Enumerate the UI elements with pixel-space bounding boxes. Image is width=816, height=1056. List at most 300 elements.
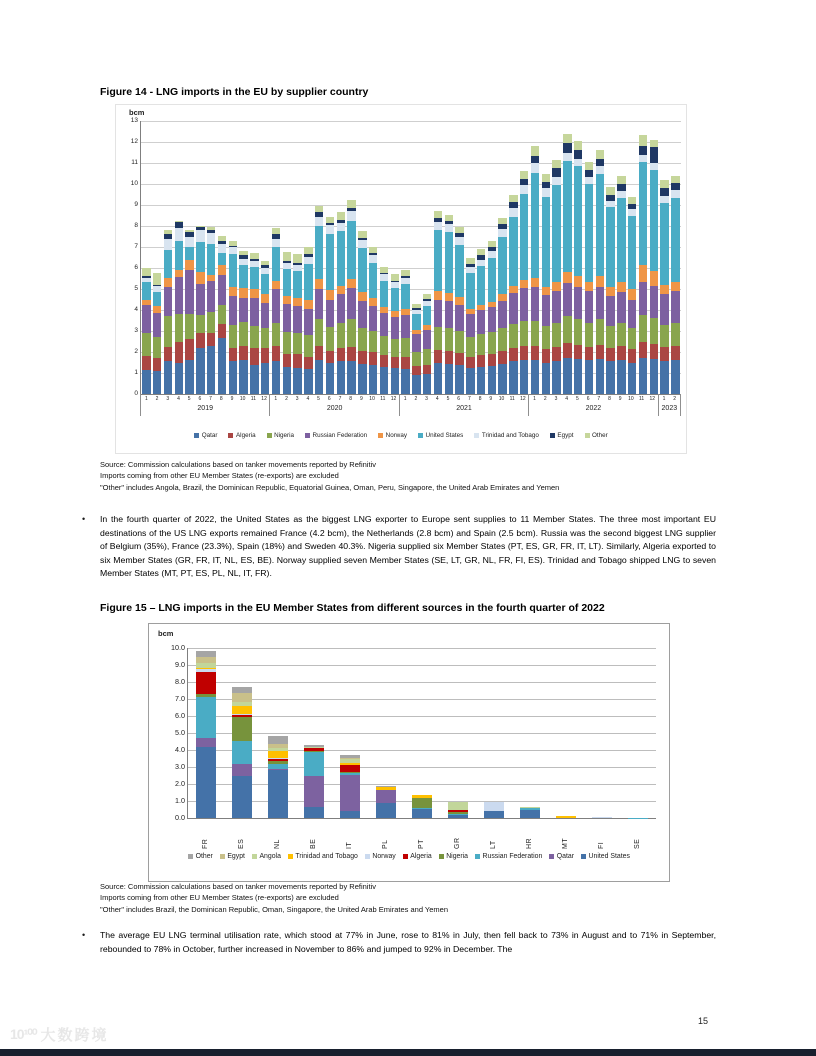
segment-nigeria — [466, 337, 474, 357]
year-label: 2020 — [326, 405, 343, 412]
legend-swatch — [403, 854, 408, 859]
page-number: 15 — [698, 1016, 709, 1026]
segment-algeria — [412, 366, 420, 375]
segment-united-states — [185, 247, 193, 260]
segment-nigeria — [498, 328, 506, 351]
y-tick-label: 6 — [134, 264, 138, 271]
bars-row — [188, 648, 656, 818]
bar-slot — [508, 121, 519, 394]
month-tick-label: 5 — [575, 396, 579, 402]
segment-nigeria — [358, 328, 366, 351]
year-label: 2023 — [661, 405, 678, 412]
bar-slot — [152, 121, 163, 394]
segment-qatar — [466, 368, 474, 394]
segment-norway — [293, 298, 301, 305]
segment-russian-federation — [466, 314, 474, 337]
segment-other — [520, 171, 528, 178]
category-label: FI — [597, 841, 605, 849]
y-tick-label: 0 — [134, 390, 138, 397]
bar-slot — [389, 121, 400, 394]
segment-other — [617, 176, 625, 184]
segment-algeria — [391, 357, 399, 368]
segment-other — [585, 162, 593, 170]
segment-nigeria — [671, 323, 679, 346]
month-tick-label: 3 — [295, 396, 299, 402]
month-tick-label: 5 — [446, 396, 450, 402]
segment-russian-federation — [315, 289, 323, 319]
segment-nigeria — [250, 326, 258, 348]
category-slot — [403, 819, 439, 849]
stacked-bar — [671, 176, 679, 394]
segment-trinidad-and-tobago — [196, 230, 204, 242]
segment-nigeria — [412, 798, 433, 807]
legend-label: Other — [195, 853, 213, 860]
stacked-bar — [196, 651, 217, 818]
stacked-bar — [498, 218, 506, 394]
bar-slot — [292, 121, 303, 394]
stacked-bar — [376, 786, 397, 818]
bar-slot — [346, 121, 357, 394]
segment-qatar — [185, 360, 193, 394]
legend-item — [403, 853, 432, 860]
segment-algeria — [261, 348, 269, 363]
bar-slot — [638, 121, 649, 394]
month-tick-label: 12 — [261, 396, 267, 402]
segment-nigeria — [391, 339, 399, 357]
stacked-bar — [304, 247, 312, 394]
stacked-bar — [412, 795, 433, 818]
segment-russian-federation — [552, 291, 560, 323]
category-slot — [475, 819, 511, 849]
y-tick-label: 11 — [131, 159, 138, 166]
segment-qatar — [628, 363, 636, 395]
segment-trinidad-and-tobago — [337, 223, 345, 231]
segment-norway — [531, 278, 539, 287]
bar-slot — [497, 121, 508, 394]
segment-trinidad-and-tobago — [563, 153, 571, 161]
stacked-bar — [337, 212, 345, 394]
segment-other — [628, 197, 636, 204]
segment-qatar — [358, 364, 366, 394]
segment-trinidad-and-tobago — [498, 229, 506, 236]
legend-label: Egypt — [557, 432, 574, 439]
category-slot — [619, 819, 655, 849]
segment-egypt — [650, 147, 658, 163]
segment-norway — [434, 291, 442, 299]
y-tick-label: 2.0 — [175, 779, 185, 788]
legend-swatch — [549, 854, 554, 859]
segment-united-states — [563, 161, 571, 272]
segment-egypt — [574, 150, 582, 158]
segment-norway — [671, 282, 679, 291]
segment-russian-federation — [229, 296, 237, 324]
source-line: Imports coming from other EU Member States (re-exports) are excluded — [100, 471, 339, 481]
footer-bar — [0, 1049, 816, 1056]
segment-qatar — [196, 348, 204, 394]
category-label: PL — [381, 839, 389, 849]
segment-trinidad-and-tobago — [304, 257, 312, 264]
segment-algeria — [337, 348, 345, 362]
segment-nigeria — [196, 315, 204, 333]
bar-slot — [422, 121, 433, 394]
segment-egypt — [563, 143, 571, 152]
segment-norway — [445, 293, 453, 300]
segment-norway — [218, 265, 226, 276]
segment-algeria — [250, 348, 258, 365]
segment-united-states — [175, 241, 183, 270]
segment-united-states — [484, 811, 505, 818]
segment-russian-federation — [401, 315, 409, 338]
segment-angola — [448, 802, 469, 811]
segment-nigeria — [639, 315, 647, 341]
stacked-bar — [239, 251, 247, 394]
segment-algeria — [358, 351, 366, 364]
stacked-bar — [272, 228, 280, 394]
bar-slot — [512, 648, 548, 818]
segment-norway — [272, 281, 280, 289]
segment-norway — [250, 289, 258, 298]
segment-russian-federation — [326, 300, 334, 327]
stacked-bar — [304, 745, 325, 818]
segment-other — [337, 212, 345, 219]
segment-united-states — [488, 258, 496, 302]
segment-other — [563, 134, 571, 143]
segment-egypt — [617, 184, 625, 191]
segment-nigeria — [142, 333, 150, 356]
segment-egypt — [639, 146, 647, 154]
segment-united-states — [585, 184, 593, 282]
segment-russian-federation — [250, 298, 258, 325]
stacked-bar — [153, 273, 161, 394]
segment-trinidad-and-tobago — [574, 159, 582, 166]
segment-nigeria — [650, 318, 658, 343]
segment-norway — [628, 289, 636, 300]
legend-swatch — [267, 433, 272, 438]
figure14-title: Figure 14 - LNG imports in the EU by supplier country — [100, 86, 369, 98]
stacked-bar — [164, 230, 172, 394]
category-slot — [367, 819, 403, 849]
month-tick-label: 7 — [338, 396, 342, 402]
stacked-bar — [484, 802, 505, 818]
segment-algeria — [401, 357, 409, 369]
stacked-bar — [445, 215, 453, 394]
legend-swatch — [475, 854, 480, 859]
segment-algeria — [142, 356, 150, 370]
month-labels — [270, 394, 398, 403]
segment-russian-federation — [617, 292, 625, 322]
segment-other — [596, 150, 604, 158]
segment-united-states — [520, 810, 541, 818]
bar-slot — [173, 121, 184, 394]
month-tick-label: 3 — [166, 396, 170, 402]
month-tick-label: 11 — [380, 396, 386, 402]
watermark-logo-icon: 10¹⁰⁰ — [10, 1026, 37, 1042]
segment-algeria — [552, 347, 560, 362]
segment-qatar — [207, 346, 215, 394]
segment-norway — [315, 279, 323, 290]
category-label: MT — [561, 837, 569, 849]
legend-item — [585, 432, 608, 439]
legend-item — [365, 853, 396, 860]
segment-russian-federation — [563, 283, 571, 317]
segment-algeria — [326, 351, 334, 363]
segment-trinidad-and-tobago — [542, 188, 550, 196]
segment-other — [574, 141, 582, 150]
month-tick-label: 8 — [219, 396, 223, 402]
bar-slot — [400, 121, 411, 394]
segment-united-states — [509, 217, 517, 286]
bar-slot — [616, 121, 627, 394]
segment-nigeria — [445, 328, 453, 351]
segment-other — [639, 135, 647, 147]
segment-algeria — [340, 765, 361, 772]
segment-algeria — [196, 672, 217, 694]
segment-russian-federation — [283, 304, 291, 332]
month-tick-label: 1 — [662, 396, 666, 402]
segment-nigeria — [261, 328, 269, 348]
bar-slot — [238, 121, 249, 394]
segment-united-states — [391, 288, 399, 311]
segment-nigeria — [617, 323, 625, 346]
segment-qatar — [153, 371, 161, 394]
segment-qatar — [283, 367, 291, 394]
bar-slot — [540, 121, 551, 394]
bar-slot — [206, 121, 217, 394]
segment-norway — [358, 292, 366, 300]
segment-trinidad-and-tobago — [585, 177, 593, 184]
segment-algeria — [531, 346, 539, 361]
category-slot — [547, 819, 583, 849]
segment-egypt — [232, 693, 253, 702]
month-tick-label: 2 — [285, 396, 288, 402]
segment-qatar — [347, 361, 355, 394]
month-tick-label: 2 — [543, 396, 547, 402]
month-tick-label: 9 — [359, 396, 363, 402]
segment-trinidad-and-tobago — [639, 155, 647, 162]
legend-swatch — [378, 433, 383, 438]
category-slot — [331, 819, 367, 849]
segment-russian-federation — [445, 301, 453, 328]
bullet-paragraph-q4-exporters — [82, 513, 716, 581]
segment-norway — [596, 276, 604, 287]
segment-qatar — [617, 360, 625, 394]
segment-nigeria — [283, 332, 291, 354]
segment-trinidad-and-tobago — [232, 706, 253, 715]
segment-united-states — [574, 166, 582, 276]
bar-slot — [454, 121, 465, 394]
segment-qatar — [164, 361, 172, 394]
segment-algeria — [315, 346, 323, 361]
segment-russian-federation — [153, 313, 161, 337]
segment-trinidad-and-tobago — [650, 163, 658, 170]
legend-swatch — [585, 433, 590, 438]
stacked-bar — [660, 180, 668, 394]
month-tick-label: 6 — [457, 396, 461, 402]
plot-area — [171, 643, 656, 822]
segment-norway — [196, 272, 204, 284]
stacked-bar — [142, 268, 150, 394]
segment-trinidad-and-tobago — [326, 225, 334, 234]
segment-nigeria — [606, 326, 614, 348]
segment-nigeria — [520, 321, 528, 346]
segment-algeria — [380, 355, 388, 367]
segment-norway — [337, 286, 345, 294]
segment-russian-federation — [455, 305, 463, 331]
stacked-bar — [358, 231, 366, 394]
y-tick-label: 8 — [134, 222, 138, 230]
segment-nigeria — [434, 327, 442, 350]
legend-swatch — [288, 854, 293, 859]
segment-united-states — [466, 273, 474, 309]
segment-algeria — [239, 346, 247, 361]
segment-nigeria — [185, 314, 193, 339]
bar-slot — [314, 121, 325, 394]
segment-united-states — [304, 264, 312, 300]
y-tick-label: 8.0 — [175, 677, 185, 686]
segment-trinidad-and-tobago — [552, 177, 560, 185]
stacked-bar — [250, 253, 258, 394]
stacked-bar — [268, 736, 289, 818]
segment-russian-federation — [574, 287, 582, 320]
segment-nigeria — [380, 336, 388, 355]
segment-united-states — [304, 807, 325, 818]
y-tick-label: 6.0 — [175, 711, 185, 720]
y-tick-label: 1.0 — [175, 796, 185, 805]
legend-label: Trinidad and Tobago — [481, 432, 539, 439]
category-slot — [511, 819, 547, 849]
y-tick-label: 7.0 — [175, 694, 185, 703]
segment-united-states — [239, 265, 247, 288]
segment-united-states — [412, 314, 420, 330]
legend-swatch — [220, 854, 225, 859]
segment-other — [153, 273, 161, 285]
segment-qatar — [239, 360, 247, 394]
segment-united-states — [196, 242, 204, 272]
segment-algeria — [606, 348, 614, 362]
segment-algeria — [455, 353, 463, 365]
segment-russian-federation — [175, 277, 183, 314]
year-group — [141, 394, 270, 416]
segment-nigeria — [207, 312, 215, 333]
segment-united-states — [445, 232, 453, 293]
segment-russian-federation — [369, 306, 377, 331]
segment-qatar — [196, 738, 217, 747]
bar-slot — [627, 121, 638, 394]
y-tick-label: 9 — [134, 201, 138, 209]
segment-algeria — [218, 324, 226, 339]
segment-nigeria — [563, 316, 571, 342]
segment-qatar — [542, 363, 550, 395]
bar-slot — [217, 121, 228, 394]
x-axis — [187, 819, 655, 849]
stacked-bar — [261, 261, 269, 394]
month-tick-label: 10 — [498, 396, 505, 402]
segment-qatar — [229, 361, 237, 394]
y-tick-label: 5 — [134, 285, 138, 292]
month-tick-label: 10 — [239, 396, 246, 402]
segment-united-states — [448, 815, 469, 818]
legend-label: Norway — [385, 432, 408, 439]
legend-item — [252, 853, 281, 860]
bars-row — [141, 121, 681, 394]
bar-slot — [411, 121, 422, 394]
stacked-bar — [509, 195, 517, 394]
source-line: Source: Commission calculations based on tanker movements reported by Refinitiv — [100, 882, 376, 891]
stacked-bar — [326, 217, 334, 394]
bar-slot — [440, 648, 476, 818]
stacked-bar — [448, 802, 469, 818]
segment-other — [606, 187, 614, 194]
stacked-bar — [340, 755, 361, 818]
stacked-bar — [592, 817, 613, 818]
segment-united-states — [376, 803, 397, 818]
segment-united-states — [293, 271, 301, 298]
segment-united-states — [164, 250, 172, 277]
bar-slot — [368, 648, 404, 818]
segment-norway — [639, 265, 647, 282]
segment-algeria — [650, 344, 658, 360]
segment-united-states — [218, 253, 226, 265]
stacked-bar — [477, 249, 485, 394]
month-tick-label: 7 — [209, 396, 212, 402]
year-group — [529, 394, 658, 416]
segment-qatar — [142, 370, 150, 394]
bullet-marker — [82, 513, 100, 581]
watermark — [10, 1024, 108, 1045]
y-tick-label: 1 — [134, 369, 138, 377]
segment-qatar — [423, 374, 431, 394]
segment-nigeria — [164, 316, 172, 346]
segment-united-states — [229, 254, 237, 287]
segment-algeria — [660, 347, 668, 362]
bar-slot — [303, 121, 314, 394]
stacked-bar — [606, 187, 614, 394]
month-labels — [141, 394, 269, 403]
bullet-text: In the fourth quarter of 2022, the United States as the biggest LNG exporter to Europe sent supplies to 11 Member States. The three most important EU destinations of the US LNG exports remained France (4.2 bcm), the Netherlands (2.8 bcm) and Spain (2.5 bcm). Russia was the second biggest LNG supplier of Belgium (35%), France (23.3%), Spain (18%) and Sweden 40.3%. Nigeria supplied six Member States (PT, ES, GR, FR, IT, LT). Similarly, Algeria exported to six Member States (GR, FR, IT, NL, ES, BE). Norway supplied seven Member States (SE, LT, GR, NL, FR, FI, ES). Trinidad and Tobago shipped LNG to seven Member States (MT, PT, ES, PL, NL, IT, FR). — [100, 514, 716, 578]
legend-label: United States — [588, 853, 630, 860]
y-tick-label: 5.0 — [175, 728, 185, 737]
segment-norway — [592, 817, 613, 818]
segment-trinidad-and-tobago — [175, 228, 183, 241]
bar-slot — [433, 121, 444, 394]
segment-united-states — [617, 198, 625, 282]
segment-united-states — [639, 162, 647, 265]
legend-label: Qatar — [556, 853, 575, 860]
segment-nigeria — [304, 335, 312, 357]
month-tick-label: 6 — [198, 396, 202, 402]
bar-slot — [648, 121, 659, 394]
month-tick-label: 5 — [317, 396, 320, 402]
stacked-bar — [574, 141, 582, 394]
segment-norway — [542, 287, 550, 295]
month-tick-label: 5 — [187, 396, 191, 402]
segment-algeria — [185, 339, 193, 360]
segment-algeria — [466, 357, 474, 368]
month-tick-label: 7 — [597, 396, 601, 402]
segment-russian-federation — [628, 300, 636, 328]
segment-qatar — [272, 361, 280, 394]
segment-trinidad-and-tobago — [434, 222, 442, 230]
legend-label: Egypt — [227, 853, 245, 860]
segment-united-states — [283, 269, 291, 296]
legend-item — [188, 853, 213, 860]
bar-slot — [605, 121, 616, 394]
segment-united-states — [596, 174, 604, 277]
stacked-bar — [207, 227, 215, 394]
segment-nigeria — [574, 319, 582, 344]
segment-other — [304, 247, 312, 254]
segment-trinidad-and-tobago — [347, 211, 355, 220]
